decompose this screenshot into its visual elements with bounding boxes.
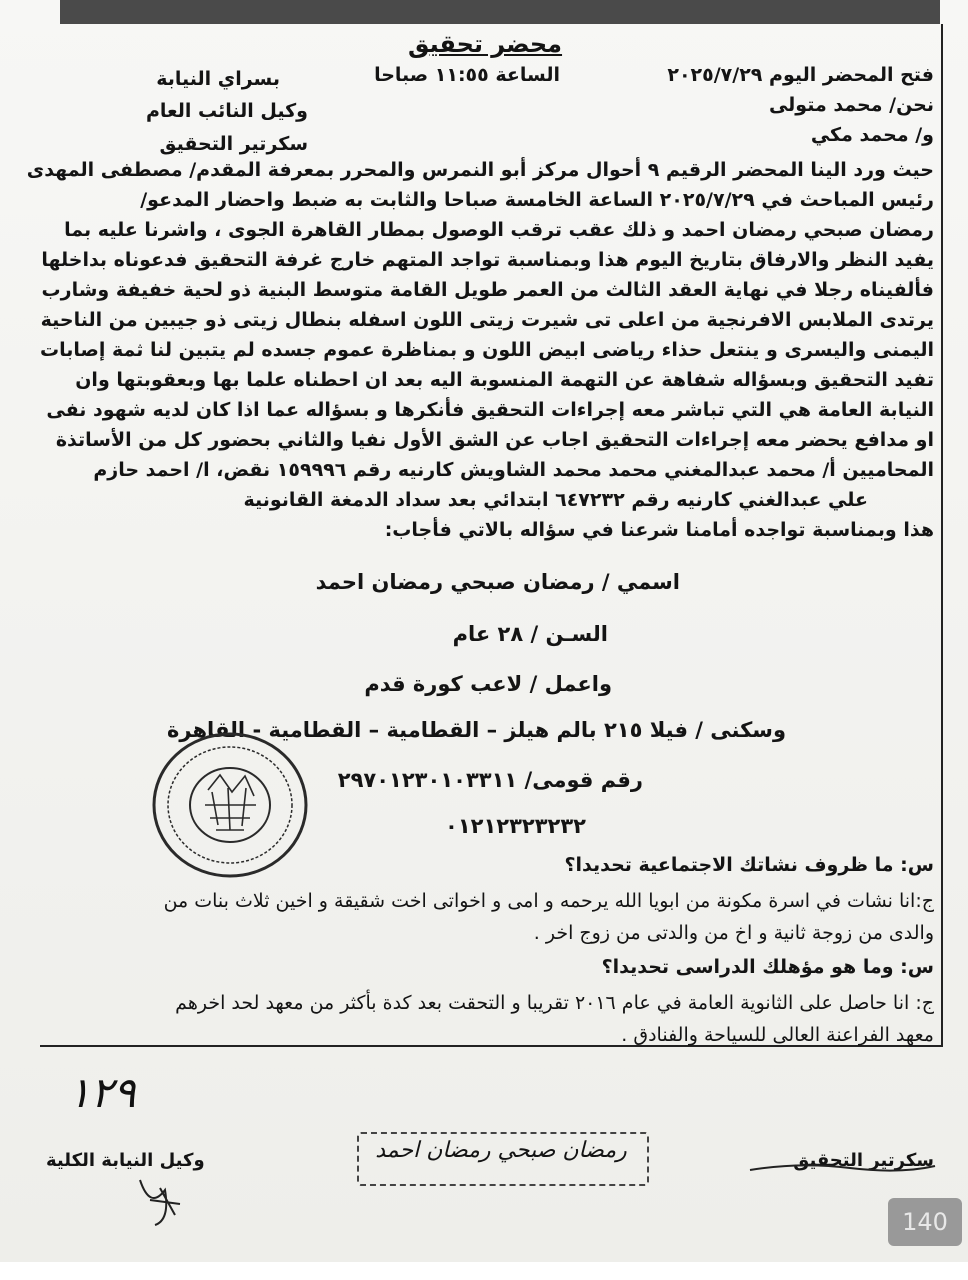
question-1: س: ما ظروف نشاتك الاجتماعية تحديدا؟ — [564, 854, 934, 876]
body-line: اليمنى واليسرى و ينتعل حذاء رياضى ابيض اللون و بمناظرة عموم جسده لم يتبين لنا ثمة إصابات — [39, 339, 934, 361]
secretary-signature-label: سكرتير التحقيق — [793, 1150, 934, 1171]
body-line: رمضان صبحي رمضان احمد و ذلك عقب ترقب الوصول بمطار القاهرة الجوى ، واشرنا عليه بما — [64, 219, 934, 241]
body-line: علي عبدالغني كارنيه رقم ٦٤٧٢٣٢ ابتدائي بعد سداد الدمغة القانونية — [243, 489, 868, 511]
role-location: بسراي النيابة — [156, 68, 280, 90]
accused-phone: ٠١٢١٢٣٢٣٢٣٢ — [445, 814, 586, 838]
accused-job: واعمل / لاعب كورة قدم — [364, 672, 612, 696]
right-margin-rule — [941, 24, 943, 1046]
viewer-page-badge: 140 — [888, 1198, 962, 1246]
scan-top-edge — [60, 0, 940, 24]
opened-time: الساعة ١١:٥٥ صباحا — [374, 64, 560, 86]
answer-1-cont: والدى من زوجة ثانية و اخ من والدتى من زوج اخر . — [533, 922, 934, 944]
body-line: حيث ورد الينا المحضر الرقيم ٩ أحوال مركز أبو النمرس والمحرر بمعرفة المقدم/ مصطفى المهدى — [26, 159, 934, 181]
body-line: هذا وبمناسبة تواجده أمامنا شرعنا في سؤاله بالاتي فأجاب: — [384, 519, 934, 541]
answer-2-cont: معهد الفراعنة العالى للسياحة والفنادق . — [621, 1024, 934, 1046]
accused-name: اسمي / رمضان صبحي رمضان احمد — [315, 570, 680, 594]
bottom-margin — [0, 1262, 968, 1280]
role-secretary: سكرتير التحقيق — [159, 133, 308, 155]
answer-1: ج:انا نشات في اسرة مكونة من ابويا الله يرحمه و امى و اخواتى اخت شقيقة و اخين ثلاث بنات من — [163, 890, 934, 912]
official-stamp — [150, 730, 310, 880]
role-prosecutor: وكيل النائب العام — [145, 100, 308, 122]
investigator-2: و/ محمد مكي — [810, 124, 934, 146]
document-title: محضر تحقيق — [407, 30, 563, 58]
secretary-signature-scribble — [740, 1140, 940, 1180]
body-line: تفيد التحقيق وبسؤاله شفاهة عن التهمة المنسوبة اليه بعد ان احطناه علما بها وبعقوبتها وان — [75, 369, 934, 391]
body-line: او مدافع يحضر معه إجراءات التحقيق اجاب عن الشق الأول نفيا والثاني بحضور كل من الأساتذة — [55, 429, 934, 451]
investigator-1: نحن/ محمد متولى — [768, 94, 934, 116]
body-line: رئيس المباحث في ٢٠٢٥/٧/٢٩ الساعة الخامسة صباحا والثابت به ضبط واحضار المدعو/ — [140, 189, 934, 211]
body-line: فألفيناه رجلا في نهاية العقد الثالث من العمر طويل القامة متوسط البنية ذو لحية خفيفة وشارب — [41, 279, 934, 301]
handwritten-page-number: ١٢٩ — [68, 1068, 136, 1117]
opened-date: فتح المحضر اليوم ٢٠٢٥/٧/٢٩ — [667, 64, 934, 86]
body-line: النيابة العامة هي التي تباشر معه إجراءات التحقيق فأنكرها و بسؤاله عما اذا كان لديه شهود نفى — [46, 399, 934, 421]
body-line: يرتدى الملابس الافرنجية من اعلى تى شيرت زيتى اللون اسفله بنطال زيتى ذو جيبين من الناحية — [40, 309, 934, 331]
accused-national-id: رقم قومى/ ٢٩٧٠١٢٣٠١٠٣٣١١ — [337, 768, 643, 792]
prosecutor-signature-scribble — [120, 1170, 200, 1230]
answer-2: ج: انا حاصل على الثانوية العامة في عام ٢٠١٦ تقريبا و التحقت بعد كدة بأكثر من معهد لحد اخرهم — [175, 992, 934, 1014]
prosecutor-signature-label: وكيل النيابة الكلية — [46, 1150, 205, 1171]
accused-age: السـن / ٢٨ عام — [452, 622, 608, 646]
body-line: المحاميين أ/ محمد عبدالمغني محمد محمد الشاويش كارنيه رقم ١٥٩٩٩٦ نقض، ا/ احمد حازم — [93, 459, 934, 481]
body-line: يفيد النظر والارفاق بتاريخ اليوم هذا وبمناسبة تواجد المتهم خارج غرفة التحقيق فدعوناه بداخلها — [41, 249, 934, 271]
question-2: س: وما هو مؤهلك الدراسى تحديدا؟ — [601, 956, 934, 978]
accused-address: وسكنى / فيلا ٢١٥ بالم هيلز – القطامية – القطامية - القاهرة — [167, 718, 786, 742]
accused-signature: رمضان صبحي رمضان احمد — [375, 1138, 627, 1163]
